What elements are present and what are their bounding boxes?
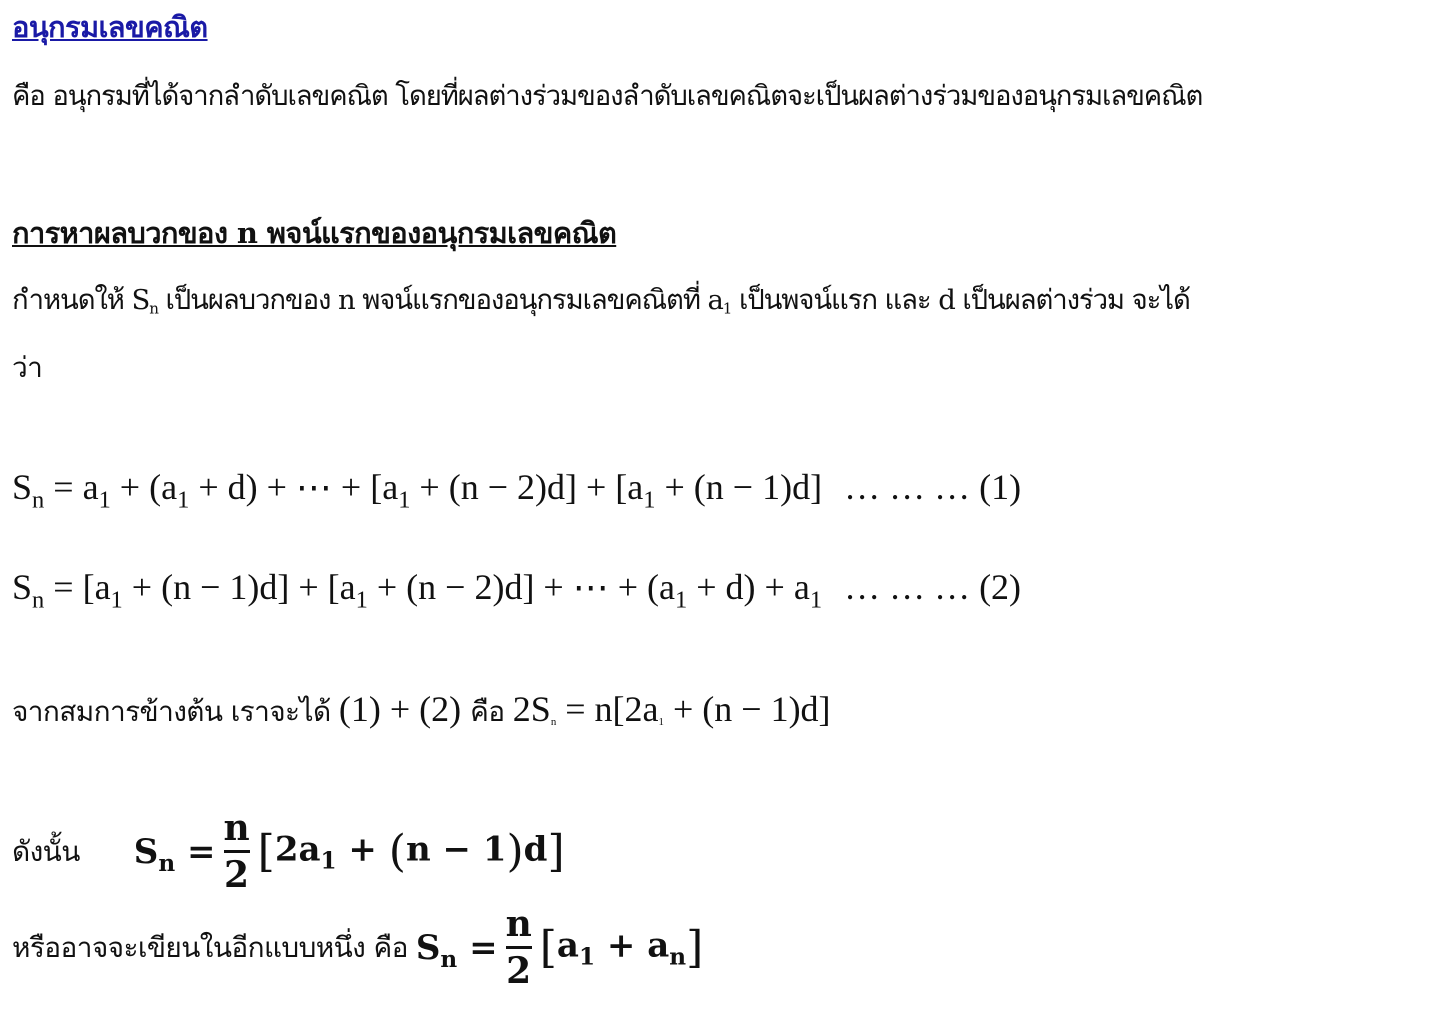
formula-lhs: $S_n$ = xyxy=(133,831,216,877)
result-formula-2 xyxy=(12,904,703,991)
formula-lhs-alt: $S_n$ = xyxy=(415,927,498,973)
result-label-alternative: หรืออาจจะเขียนในอีกแบบหนึ่ง คือ xyxy=(12,930,408,964)
section-title-arithmetic-series: อนุกรมเลขคณิต xyxy=(12,10,208,44)
given-statement-continued: ว่า xyxy=(12,351,43,384)
given-statement: กำหนดให้ $S_n$ เป็นผลบวกของ n พจน์แรกของอนุกรมเลขคณิตที่ $a_1$ เป็นพจน์แรก และ d เป็นผลต่างร่วม จะได้ xyxy=(12,284,1190,318)
formula-bracket-term: $[2a_1 + (n - 1)d]$ xyxy=(257,826,565,877)
equation-sum-statement: จากสมการข้างต้น เราจะได้ (1) + (2) คือ $2S_n = n[2a_1 + (n - 1)d]$ xyxy=(12,689,831,729)
definition-text: คือ อนุกรมที่ได้จากลำดับเลขคณิต โดยที่ผลต่างร่วมของลำดับเลขคณิตจะเป็นผลต่างร่วมของอนุกรมเลขคณิต xyxy=(12,80,1203,112)
result-label-therefore: ดังนั้น xyxy=(12,834,80,868)
fraction-n-over-2: $\frac{n}{2}$ xyxy=(223,807,250,896)
result-formula-1 xyxy=(12,808,565,895)
section-title-sum-of-n-terms: การหาผลบวกของ n พจน์แรกของอนุกรมเลขคณิต xyxy=(12,216,617,250)
equation-1-tag: … … … (1) xyxy=(844,467,1022,507)
fraction-n-over-2-alt: $\frac{n}{2}$ xyxy=(505,903,532,992)
formula-bracket-term-alt: $[a_1 + a_n]$ xyxy=(539,922,704,973)
equation-2-tag: … … … (2) xyxy=(844,567,1022,607)
equation-1: $S_n = a_1 + (a_1 + d)$ + ⋯ + $[a_1 + (n - 2)d] + [a_1 + (n - 1)d]$ … … … (1) xyxy=(12,467,1022,514)
equation-2: $S_n = [a_1 + (n - 1)d] + [a_1 + (n - 2)d]$ + ⋯ + $(a_1 + d) + a_1$ … … … (2) xyxy=(12,567,1022,614)
